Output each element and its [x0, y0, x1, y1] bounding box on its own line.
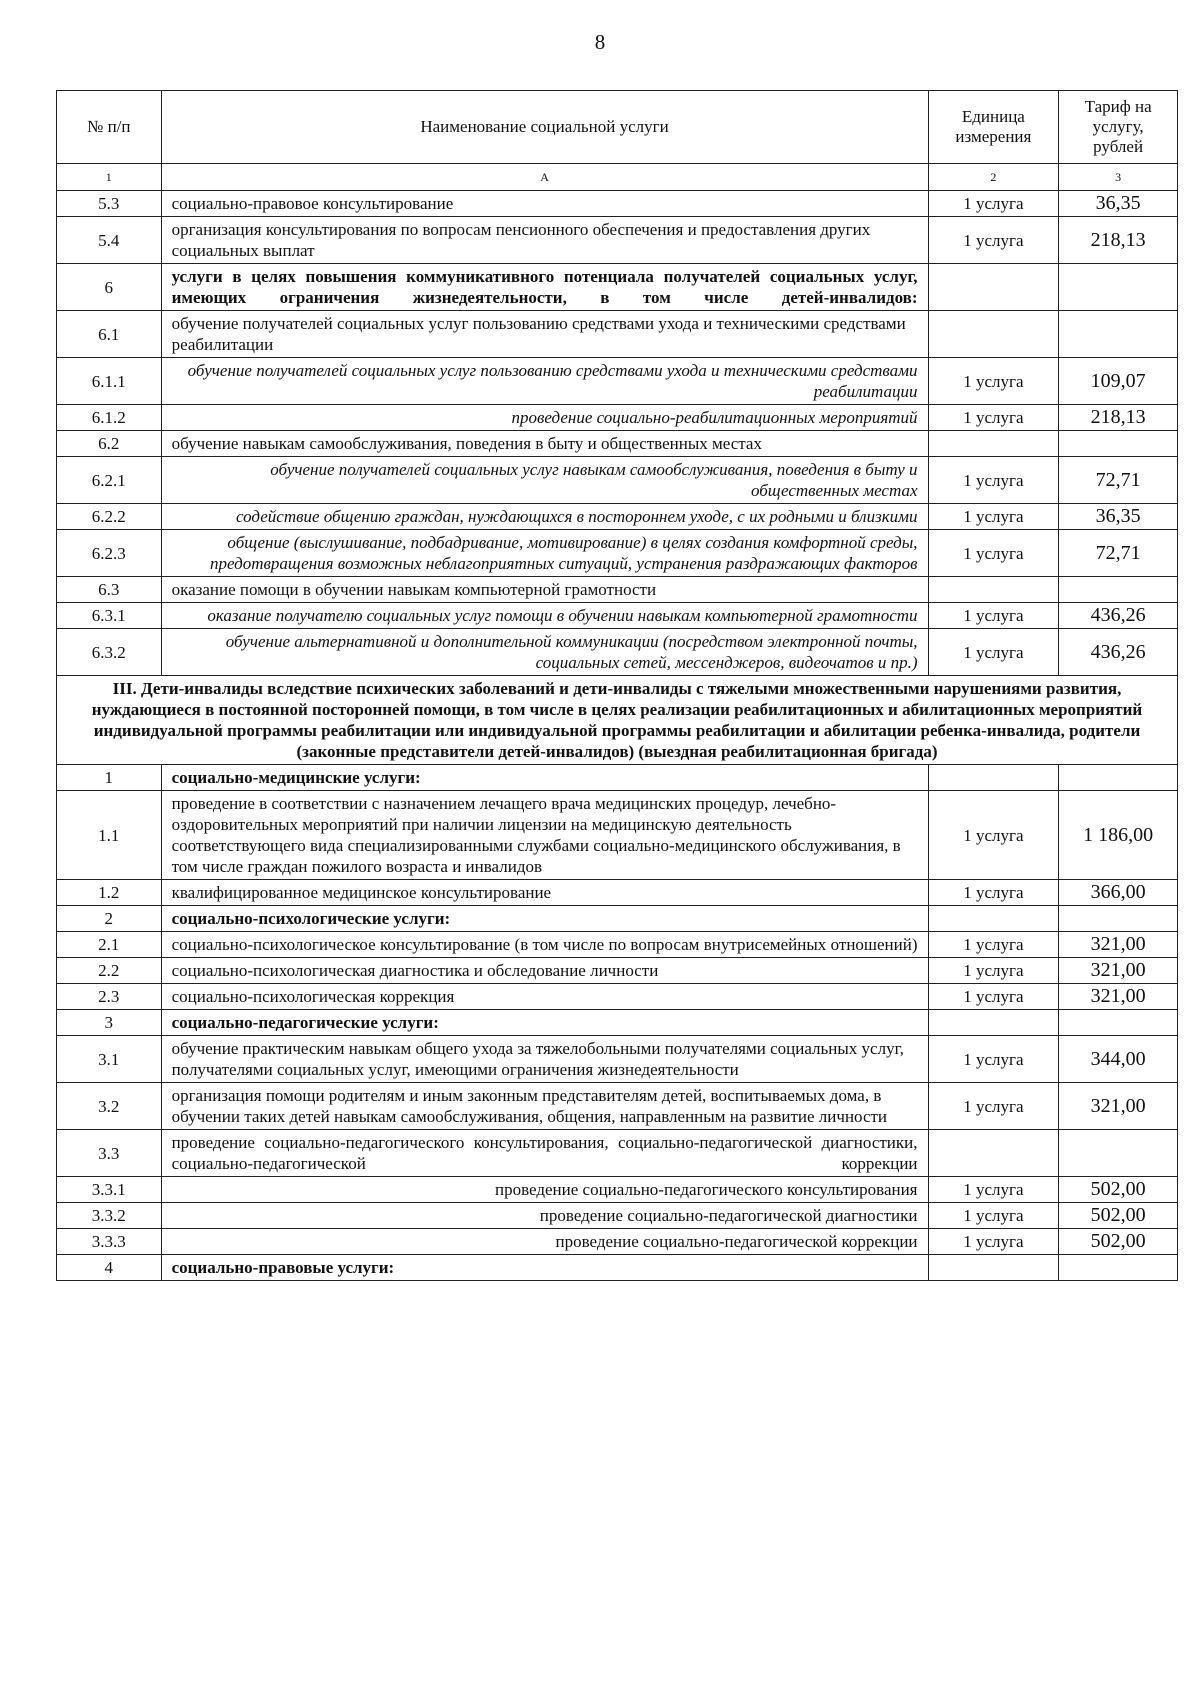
table-header	[57, 91, 1178, 164]
row-number: 1	[57, 765, 162, 791]
table-row	[57, 311, 1178, 358]
table-row	[57, 1203, 1178, 1229]
tariff-cell	[1059, 1130, 1178, 1177]
tariff-cell	[1059, 1010, 1178, 1036]
tariff-cell: 502,00	[1059, 1203, 1178, 1229]
row-number: 1.2	[57, 880, 162, 906]
table-row	[57, 1229, 1178, 1255]
header-unit: Единица измерения	[928, 91, 1059, 164]
header-num: № п/п	[57, 91, 162, 164]
unit-cell	[928, 264, 1059, 311]
service-name: социально-психологическая коррекция	[161, 984, 928, 1010]
row-number: 6.3.2	[57, 629, 162, 676]
tariff-cell: 366,00	[1059, 880, 1178, 906]
unit-cell: 1 услуга	[928, 880, 1059, 906]
tariff-cell	[1059, 765, 1178, 791]
service-name: социально-педагогические услуги:	[161, 1010, 928, 1036]
unit-cell: 1 услуга	[928, 958, 1059, 984]
row-number: 6.2	[57, 431, 162, 457]
table-row	[57, 431, 1178, 457]
table-row	[57, 504, 1178, 530]
unit-cell: 1 услуга	[928, 1036, 1059, 1083]
unit-cell	[928, 1010, 1059, 1036]
table-row	[57, 791, 1178, 880]
service-name: социально-психологическое консультирование (в том числе по вопросам внутрисемейных отношений)	[161, 932, 928, 958]
table-row	[57, 1130, 1178, 1177]
unit-cell: 1 услуга	[928, 457, 1059, 504]
unit-cell	[928, 311, 1059, 358]
section-header-body	[57, 676, 1178, 765]
row-number: 2.2	[57, 958, 162, 984]
table-row	[57, 264, 1178, 311]
table-row	[57, 405, 1178, 431]
service-name: социально-медицинские услуги:	[161, 765, 928, 791]
unit-cell	[928, 577, 1059, 603]
table-row	[57, 457, 1178, 504]
tariff-cell: 36,35	[1059, 504, 1178, 530]
tariff-cell: 502,00	[1059, 1177, 1178, 1203]
row-number: 3.2	[57, 1083, 162, 1130]
table-row	[57, 217, 1178, 264]
service-name: содействие общению граждан, нуждающихся в постороннем уходе, с их родными и близкими	[161, 504, 928, 530]
unit-cell: 1 услуга	[928, 1177, 1059, 1203]
service-name: проведение в соответствии с назначением лечащего врача медицинских процедур, лечебно-оздоровительных мероприятий при наличии лицензии на медицинскую деятельность соответствующего вида специализированными службами социально-медицинского обслуживания, в том числе граждан пожилого возраста и инвалидов	[161, 791, 928, 880]
service-name: обучение альтернативной и дополнительной коммуникации (посредством электронной почты, социальных сетей, мессенджеров, видеочатов и пр.)	[161, 629, 928, 676]
index-cell: 1	[57, 164, 162, 191]
tariff-cell	[1059, 1255, 1178, 1281]
service-name: организация помощи родителям и иным законным представителям детей, воспитываемых дома, в обучении таких детей навыкам самообслуживания, общения, направленным на развитие личности	[161, 1083, 928, 1130]
table-row	[57, 1083, 1178, 1130]
tariff-cell	[1059, 264, 1178, 311]
row-number: 6	[57, 264, 162, 311]
table-row	[57, 906, 1178, 932]
service-name: социально-психологическая диагностика и обследование личности	[161, 958, 928, 984]
service-name: квалифицированное медицинское консультирование	[161, 880, 928, 906]
tariff-cell: 109,07	[1059, 358, 1178, 405]
table-row	[57, 358, 1178, 405]
tariff-cell	[1059, 431, 1178, 457]
index-cell: А	[161, 164, 928, 191]
row-number: 3.3.2	[57, 1203, 162, 1229]
tariff-cell: 72,71	[1059, 530, 1178, 577]
row-number: 6.2.1	[57, 457, 162, 504]
row-number: 6.1.2	[57, 405, 162, 431]
tariff-cell: 218,13	[1059, 405, 1178, 431]
service-name: социально-правовые услуги:	[161, 1255, 928, 1281]
table-row	[57, 984, 1178, 1010]
tariff-cell: 436,26	[1059, 629, 1178, 676]
page-number: 8	[594, 30, 606, 54]
service-name: услуги в целях повышения коммуникативного потенциала получателей социальных услуг, имеющих ограничения жизнедеятельности, в том числе детей-инвалидов:	[161, 264, 928, 311]
header-name: Наименование социальной услуги	[161, 91, 928, 164]
service-name: общение (выслушивание, подбадривание, мотивирование) в целях создания комфортной среды, предотвращения возможных неблагоприятных ситуаций, устранения раздражающих факторов	[161, 530, 928, 577]
table-row	[57, 530, 1178, 577]
service-name: проведение социально-педагогической диагностики	[161, 1203, 928, 1229]
service-name: оказание получателю социальных услуг помощи в обучении навыкам компьютерной грамотности	[161, 603, 928, 629]
index-cell: 2	[928, 164, 1059, 191]
unit-cell: 1 услуга	[928, 1229, 1059, 1255]
unit-cell: 1 услуга	[928, 603, 1059, 629]
table-row	[57, 1010, 1178, 1036]
table-row	[57, 191, 1178, 217]
unit-cell: 1 услуга	[928, 358, 1059, 405]
row-number: 5.4	[57, 217, 162, 264]
tariff-cell	[1059, 311, 1178, 358]
service-name: социально-правовое консультирование	[161, 191, 928, 217]
table-row	[57, 603, 1178, 629]
row-number: 3.1	[57, 1036, 162, 1083]
table-row	[57, 880, 1178, 906]
unit-cell	[928, 906, 1059, 932]
row-number: 2.3	[57, 984, 162, 1010]
unit-cell	[928, 765, 1059, 791]
tariff-cell: 1 186,00	[1059, 791, 1178, 880]
table-row	[57, 958, 1178, 984]
row-number: 6.2.2	[57, 504, 162, 530]
row-number: 3	[57, 1010, 162, 1036]
unit-cell: 1 услуга	[928, 1203, 1059, 1229]
unit-cell	[928, 1255, 1059, 1281]
row-number: 2.1	[57, 932, 162, 958]
tariff-table	[56, 90, 1178, 1281]
service-name: социально-психологические услуги:	[161, 906, 928, 932]
table-row	[57, 629, 1178, 676]
service-name: обучение получателей социальных услуг пользованию средствами ухода и техническими средствами реабилитации	[161, 311, 928, 358]
service-name: обучение получателей социальных услуг навыкам самообслуживания, поведения в быту и общественных местах	[161, 457, 928, 504]
table-row	[57, 1177, 1178, 1203]
row-number: 6.1	[57, 311, 162, 358]
service-name: обучение практическим навыкам общего ухода за тяжелобольными получателями социальных услуг, получателями социальных услуг, имеющими ограничения жизнедеятельности	[161, 1036, 928, 1083]
section-row	[57, 676, 1178, 765]
unit-cell: 1 услуга	[928, 932, 1059, 958]
row-number: 4	[57, 1255, 162, 1281]
service-name: проведение социально-педагогического консультирования, социально-педагогической диагностики, социально-педагогической коррекции	[161, 1130, 928, 1177]
unit-cell: 1 услуга	[928, 1083, 1059, 1130]
table-row	[57, 765, 1178, 791]
row-number: 6.3.1	[57, 603, 162, 629]
index-cell: 3	[1059, 164, 1178, 191]
tariff-cell: 344,00	[1059, 1036, 1178, 1083]
tariff-cell: 36,35	[1059, 191, 1178, 217]
tariff-cell: 321,00	[1059, 1083, 1178, 1130]
column-index-row	[57, 164, 1178, 191]
row-number: 3.3	[57, 1130, 162, 1177]
table-row	[57, 1255, 1178, 1281]
service-name: проведение социально-педагогического консультирования	[161, 1177, 928, 1203]
row-number: 6.3	[57, 577, 162, 603]
unit-cell: 1 услуга	[928, 629, 1059, 676]
tariff-cell	[1059, 577, 1178, 603]
table-body-part2	[57, 765, 1178, 1281]
tariff-cell: 72,71	[1059, 457, 1178, 504]
row-number: 3.3.1	[57, 1177, 162, 1203]
tariff-cell: 321,00	[1059, 984, 1178, 1010]
service-name: обучение навыкам самообслуживания, поведения в быту и общественных местах	[161, 431, 928, 457]
unit-cell: 1 услуга	[928, 405, 1059, 431]
table-row	[57, 932, 1178, 958]
service-name: обучение получателей социальных услуг пользованию средствами ухода и техническими средствами реабилитации	[161, 358, 928, 405]
tariff-cell: 436,26	[1059, 603, 1178, 629]
row-number: 1.1	[57, 791, 162, 880]
row-number: 6.1.1	[57, 358, 162, 405]
row-number: 5.3	[57, 191, 162, 217]
unit-cell: 1 услуга	[928, 984, 1059, 1010]
section-title: III. Дети-инвалиды вследствие психических заболеваний и дети-инвалиды с тяжелыми множественными нарушениями развития, нуждающиеся в постоянной посторонней помощи, в том числе в целях реализации реабилитационных и абилитационных мероприятий индивидуальной программы реабилитации или индивидуальной программы реабилитации и абилитации ребенка-инвалида, родители (законные представители детей-инвалидов) (выездная реабилитационная бригада)	[57, 676, 1178, 765]
unit-cell: 1 услуга	[928, 191, 1059, 217]
unit-cell: 1 услуга	[928, 217, 1059, 264]
table-row	[57, 577, 1178, 603]
table-body-part1	[57, 191, 1178, 676]
unit-cell: 1 услуга	[928, 530, 1059, 577]
unit-cell	[928, 1130, 1059, 1177]
row-number: 2	[57, 906, 162, 932]
service-name: проведение социально-педагогической коррекции	[161, 1229, 928, 1255]
tariff-cell: 321,00	[1059, 958, 1178, 984]
header-tariff: Тариф на услугу, рублей	[1059, 91, 1178, 164]
row-number: 3.3.3	[57, 1229, 162, 1255]
table-row	[57, 1036, 1178, 1083]
tariff-cell: 218,13	[1059, 217, 1178, 264]
unit-cell: 1 услуга	[928, 504, 1059, 530]
service-name: оказание помощи в обучении навыкам компьютерной грамотности	[161, 577, 928, 603]
tariff-cell: 502,00	[1059, 1229, 1178, 1255]
service-name: проведение социально-реабилитационных мероприятий	[161, 405, 928, 431]
service-name: организация консультирования по вопросам пенсионного обеспечения и предоставления других социальных выплат	[161, 217, 928, 264]
row-number: 6.2.3	[57, 530, 162, 577]
unit-cell: 1 услуга	[928, 791, 1059, 880]
unit-cell	[928, 431, 1059, 457]
tariff-cell	[1059, 906, 1178, 932]
tariff-cell: 321,00	[1059, 932, 1178, 958]
